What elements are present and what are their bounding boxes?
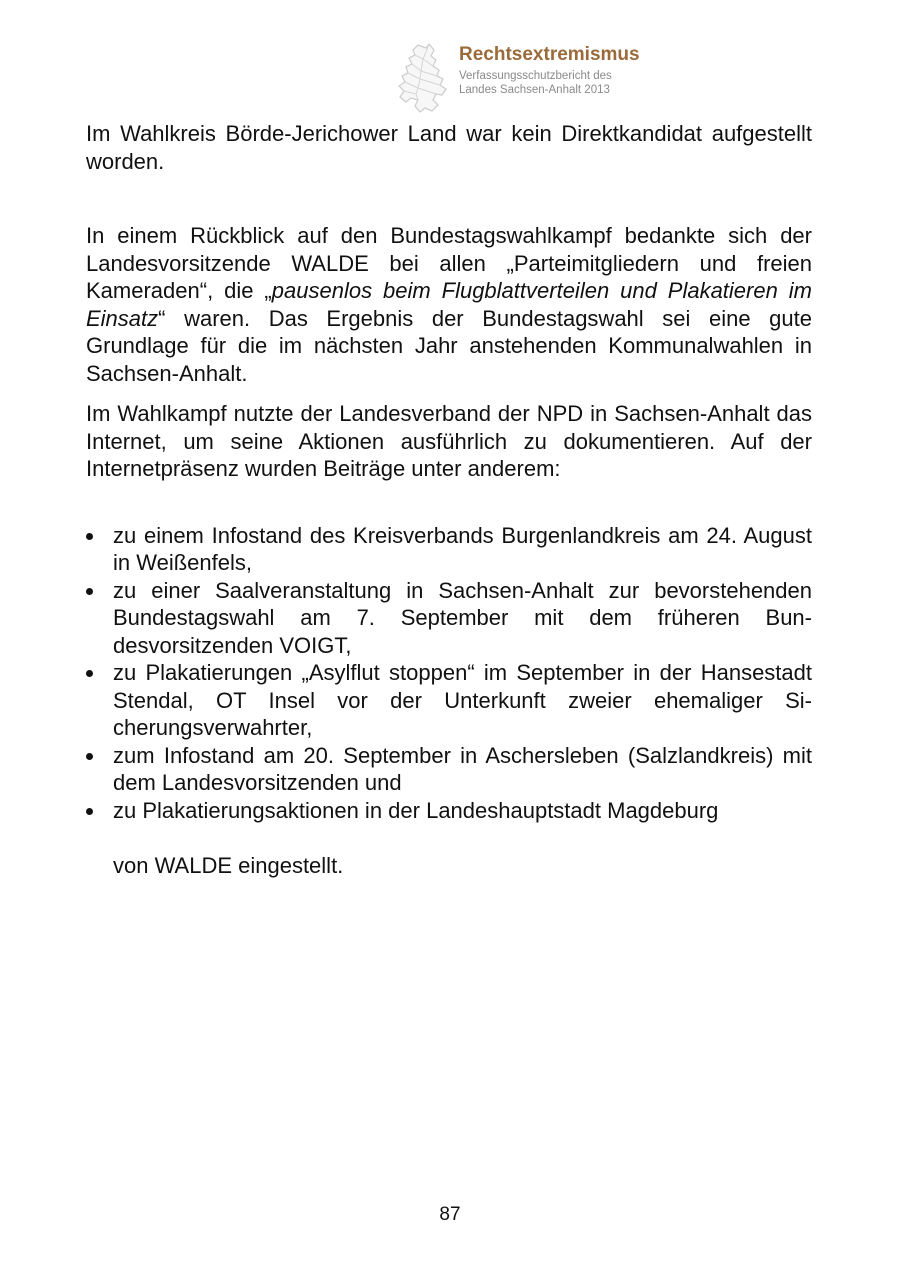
page-header bbox=[396, 42, 696, 116]
list-item bbox=[86, 659, 812, 742]
bullet-icon bbox=[86, 588, 93, 595]
list-item-text: zu Plakatierungen „Asylflut stoppen“ im September in der Hansestadt Stendal, OT Insel vor der Unterkunft zweier ehemaliger Sicherungsverwahrter, bbox=[113, 660, 812, 740]
closing-line: von WALDE eingestellt. bbox=[113, 853, 344, 878]
list-item bbox=[86, 742, 812, 797]
list-item-text: zum Infostand am 20. September in Aschersleben (Salzlandkreis) mit dem Landesvorsitzenden und bbox=[113, 742, 812, 795]
header-subtitle-line2: Landes Sachsen-Anhalt 2013 bbox=[459, 84, 610, 96]
document-body bbox=[86, 120, 812, 880]
paragraph-rueckblick-start: In einem Rückblick auf den Bundestagswahlkampf bedankte sich der Landesvorsitzende WALDE bei allen „Parteimitgliedern und freien Kameraden“, die „ bbox=[86, 223, 812, 303]
bullet-list bbox=[86, 522, 812, 825]
paragraph-wahlkreis: Im Wahlkreis Börde-Jerichower Land war kein Direktkandidat aufgestellt worden. bbox=[86, 121, 812, 174]
page-number: 87 bbox=[439, 1204, 461, 1225]
paragraph-rueckblick bbox=[86, 222, 812, 387]
list-item-text: zu Plakatierungsaktionen in der Landeshauptstadt Magdeburg bbox=[113, 797, 719, 823]
bullet-icon bbox=[86, 670, 93, 677]
list-item bbox=[86, 522, 812, 577]
header-title: Rechtsextremismus bbox=[459, 44, 640, 65]
list-item bbox=[86, 577, 812, 660]
bullet-icon bbox=[86, 533, 93, 540]
header-subtitle-line1: Verfassungsschutzbericht des bbox=[459, 70, 612, 82]
paragraph-rueckblick-quote: pausenlos beim Flugblattverteilen und Plakatieren im Einsatz bbox=[86, 278, 812, 331]
paragraph-wahlkampf: Im Wahlkampf nutzte der Landesverband der NPD in Sachsen-Anhalt das Internet, um seine Aktionen ausführlich zu dokumentieren. Auf der Internetpräsenz wurden Beiträge unter anderem: bbox=[86, 401, 812, 481]
list-item-text: zu einem Infostand des Kreisverbands Burgenlandkreis am 24. August in Weißenfels, bbox=[113, 522, 812, 575]
saxony-anhalt-map-icon bbox=[396, 42, 458, 114]
list-item bbox=[86, 797, 812, 825]
list-item-text: zu einer Saalveranstaltung in Sachsen-Anhalt zur bevorstehenden Bundestagswahl am 7. September mit dem früheren Bundesvorsitzenden VOIGT, bbox=[113, 577, 812, 658]
paragraph-rueckblick-end: “ waren. Das Ergebnis der Bundestagswahl sei eine gute Grundlage für die im nächsten Jahr anstehenden Kommunalwahlen in Sachsen-Anhalt. bbox=[86, 305, 812, 386]
bullet-icon bbox=[86, 808, 93, 815]
bullet-icon bbox=[86, 753, 93, 760]
